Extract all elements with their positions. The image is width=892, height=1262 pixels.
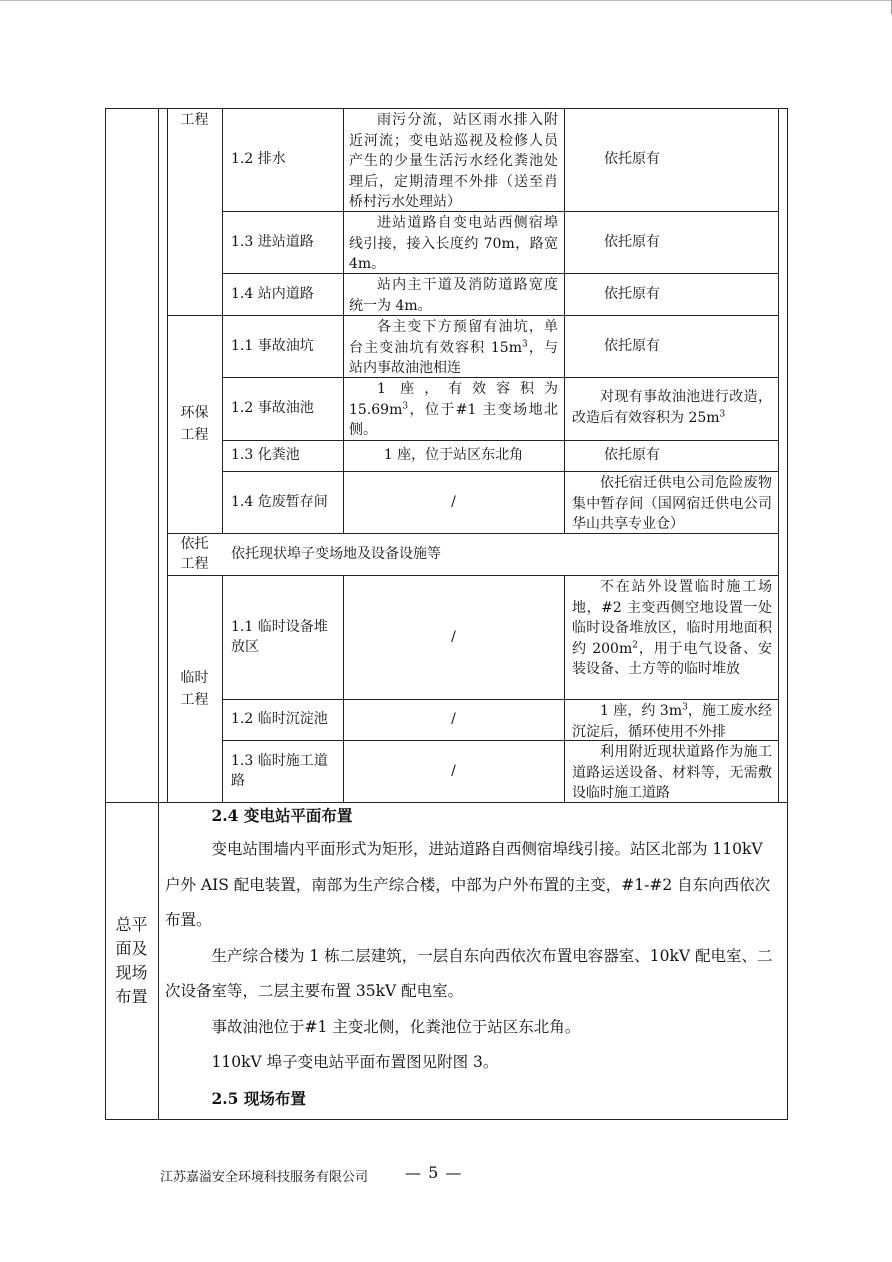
row-label-access-road: 1.3 进站道路 xyxy=(231,233,314,250)
row-desc-temp-storage: / xyxy=(451,628,456,645)
grid-line xyxy=(778,108,779,802)
category-layout: 总平面及现场布置 xyxy=(115,915,148,1006)
row-desc-septic: 1 座，位于站区东北角 xyxy=(383,447,524,464)
row-label-drain: 1.2 排水 xyxy=(231,151,286,168)
row-label-oil-pit: 1.1 事故油坑 xyxy=(231,337,314,354)
row-note-temp-road: 利用附近现状道路作为施工道路运送设备、材料等，无需敷设临时施工道路 xyxy=(572,744,772,801)
row-note-septic: 依托原有 xyxy=(604,447,660,464)
paragraph: 事故油池位于#1 主变北侧，化粪池位于站区东北角。 xyxy=(211,1017,581,1036)
row-desc-access-road: 进站道路自变电站西侧宿埠线引接，接入长度约 70m，路宽 4m。 xyxy=(349,215,558,272)
section-heading-2-4: 2.4 变电站平面布置 xyxy=(211,806,353,825)
row-label-hazwaste: 1.4 危废暂存间 xyxy=(231,493,328,510)
row-note-oil-pit: 依托原有 xyxy=(604,337,660,354)
row-desc-drain: 雨污分流，站区雨水排入附近河流；变电站巡视及检修人员产生的少量生活污水经化粪池处理后，定期清理不外排（送至肖桥村污水处理站） xyxy=(349,112,558,210)
category-env: 环保工程 xyxy=(180,405,209,443)
row-label-temp-road: 1.3 临时施工道路 xyxy=(231,752,328,789)
category-dependent: 依托工程 xyxy=(180,536,209,572)
row-label-temp-settling: 1.2 临时沉淀池 xyxy=(231,711,328,728)
page-number: — 5 — xyxy=(405,1163,463,1182)
row-note-drain: 依托原有 xyxy=(604,151,660,168)
top-border-line xyxy=(0,0,892,1)
row-note-temp-settling: 1 座，约 $3m^3$，施工废水经沉淀后，循环使用不外排 xyxy=(572,702,773,740)
grid-line xyxy=(158,108,159,1120)
row-note-access-road: 依托原有 xyxy=(604,233,660,250)
footer-company: 江苏嘉溢安全环境科技服务有限公司 xyxy=(160,1170,369,1185)
row-note-inner-road: 依托原有 xyxy=(604,285,660,302)
row-label-inner-road: 1.4 站内道路 xyxy=(231,285,314,302)
row-desc-oil-pool: 1 座，有效容积为 $15.69m^3$，位于#1 主变场地北侧。 xyxy=(349,381,558,438)
paragraph: 110kV 埠子变电站平面布置图见附图 3。 xyxy=(211,1053,499,1071)
category-temporary: 临时工程 xyxy=(180,669,209,708)
row-desc-oil-pit: 各主变下方预留有油坑，单台主变油坑有效容积 $15m^3$，与站内事故油池相连 xyxy=(349,319,559,376)
row-note-temp-storage: 不在站外设置临时施工场地，#2 主变西侧空地设置一处临时设备堆放区，临时用地面积约 $200m^2$，用于电气设备、安装设备、土方等的临时堆放 xyxy=(572,579,772,677)
row-desc-hazwaste: / xyxy=(451,493,456,510)
row-note-oil-pool: 对现有事故油池进行改造，改造后有效容积为 $25m^3$ xyxy=(572,389,772,426)
row-label-septic: 1.3 化粪池 xyxy=(231,447,300,464)
paragraph: 变电站围墙内平面形式为矩形，进站道路自西侧宿埠线引接。站区北部为 110kV 户外 AIS 配电装置，南部为生产综合楼，中部为户外布置的主变，#1-#2 自东向西依次布置。 xyxy=(165,840,771,929)
row-desc-inner-road: 站内主干道及消防道路宽度统一为 4m。 xyxy=(349,277,558,314)
row-label-oil-pool: 1.2 事故油池 xyxy=(231,400,314,417)
category-engineering: 工程 xyxy=(180,112,209,128)
row-desc-temp-road: / xyxy=(451,762,456,779)
row-desc-temp-settling: / xyxy=(451,711,456,728)
paragraph: 生产综合楼为 1 栋二层建筑，一层自东向西依次布置电容器室、10kV 配电室、二次设备室等，二层主要布置 35kV 配电室。 xyxy=(165,946,773,1000)
row-label-temp-storage: 1.1 临时设备堆放区 xyxy=(231,618,328,655)
layout-section-text xyxy=(165,800,775,1116)
row-desc-dependent: 依托现状埠子变场地及设备设施等 xyxy=(231,545,441,562)
section-heading-2-5: 2.5 现场布置 xyxy=(211,1088,306,1108)
row-note-hazwaste: 依托宿迁供电公司危险废物集中暂存间（国网宿迁供电公司华山共享专业仓） xyxy=(572,475,772,532)
